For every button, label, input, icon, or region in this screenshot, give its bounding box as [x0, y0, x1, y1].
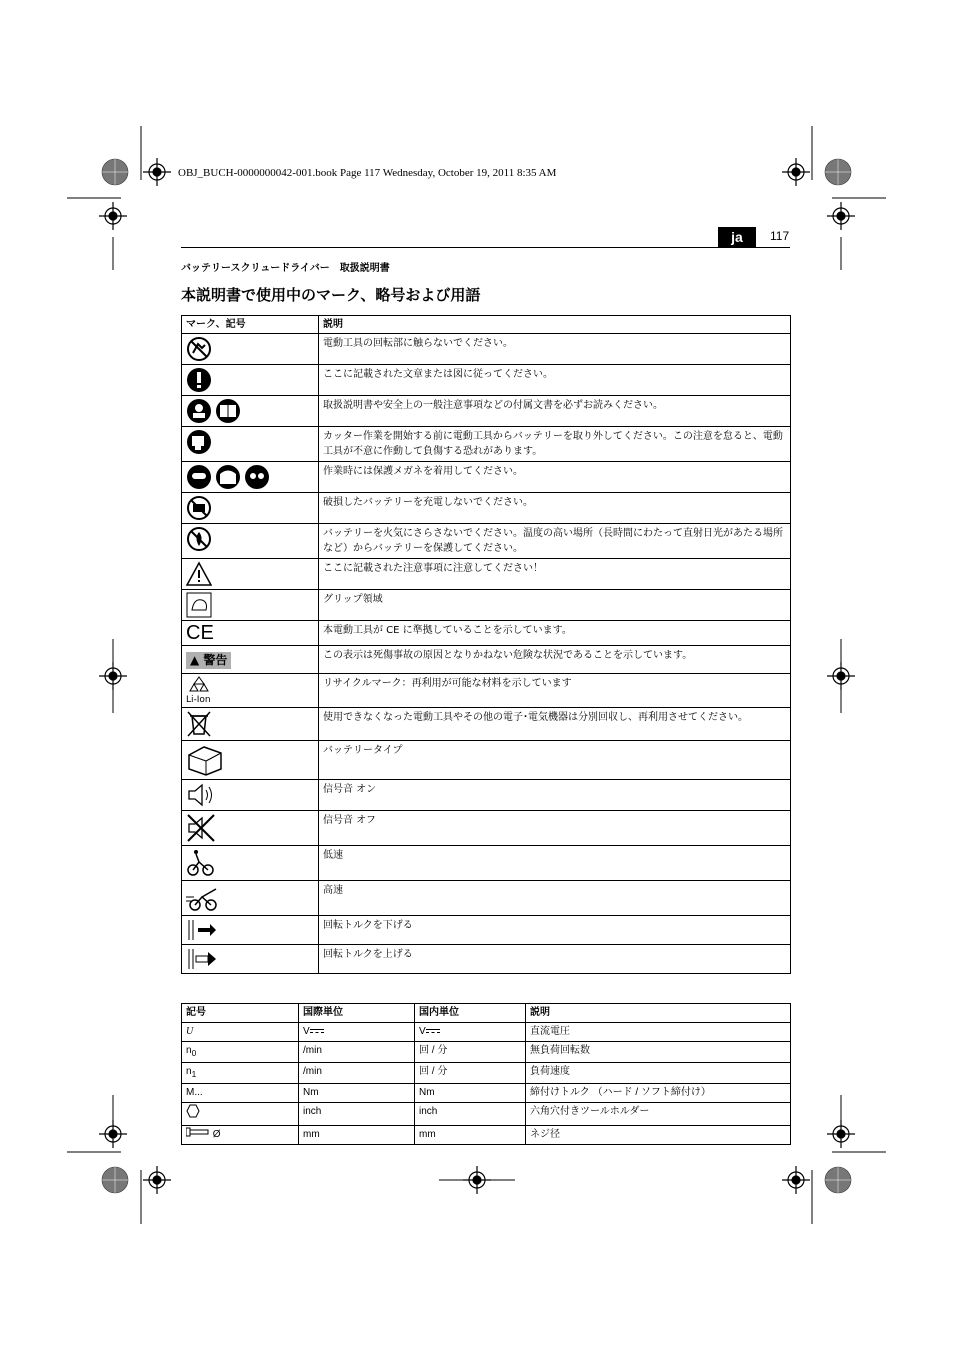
unit-si: V — [303, 1026, 310, 1037]
doc-subtitle: バッテリースクリュードライバー 取扱説明書 — [181, 263, 390, 274]
warning-triangle-icon — [186, 561, 212, 587]
unit-desc: 直流電圧 — [526, 1023, 791, 1042]
unit-symbol: $n_1$ — [182, 1063, 299, 1084]
units-header-domestic: 国内単位 — [415, 1004, 526, 1023]
torque-up-icon — [186, 947, 218, 971]
symbol-desc: バッテリーを火気にさらさないでください。温度の高い場所（長時間にわたって直射日光があたる場所など）からバッテリーを保護してください。 — [319, 524, 791, 559]
recycle-li-ion-icon — [186, 676, 212, 705]
unit-desc: 無負荷回転数 — [526, 1042, 791, 1063]
unit-symbol: Ø — [212, 1129, 221, 1140]
unit-si: Nm — [299, 1084, 415, 1103]
torque-down-icon — [186, 918, 218, 942]
unit-domestic: mm — [415, 1126, 526, 1145]
no-touch-rotating-parts-icon — [186, 336, 212, 362]
crossed-bin-icon — [186, 710, 212, 738]
unit-si: inch — [299, 1103, 415, 1126]
symbol-desc: 電動工具の回転部に触らないでください。 — [319, 334, 791, 365]
col-mark-header: マーク、記号 — [182, 316, 319, 334]
symbol-desc: 回転トルクを下げる — [319, 916, 791, 945]
unit-symbol: U — [186, 1026, 194, 1037]
unit-si: mm — [299, 1126, 415, 1145]
unit-symbol: M... — [182, 1084, 299, 1103]
high-speed-icon — [186, 883, 222, 913]
units-header-symbol: 記号 — [182, 1004, 299, 1023]
page-number: 117 — [770, 229, 790, 243]
symbol-desc: 回転トルクを上げる — [319, 945, 791, 974]
sound-off-icon — [186, 813, 216, 843]
remove-battery-icon — [186, 429, 212, 455]
screw-icon — [186, 1127, 210, 1137]
unit-domestic: Nm — [415, 1084, 526, 1103]
symbol-desc: バッテリータイプ — [319, 741, 791, 780]
symbol-desc: 取扱説明書や安全上の一般注意事項などの付属文書を必ずお読みください。 — [319, 396, 791, 427]
symbol-desc: 高速 — [319, 881, 791, 916]
unit-symbol: $n_0$ — [182, 1042, 299, 1063]
symbol-desc: 低速 — [319, 846, 791, 881]
print-info-line: OBJ_BUCH-0000000042-001.book Page 117 Wednesday, October 19, 2011 8:35 AM — [178, 167, 557, 179]
li-ion-label: Li-Ion — [186, 695, 211, 705]
symbol-desc: リサイクルマーク：再利用が可能な材料を示しています — [319, 674, 791, 708]
warning-badge-icon: ▲ 警告 — [186, 652, 231, 669]
read-manual-icon — [186, 398, 242, 424]
symbol-desc: 信号音 オン — [319, 780, 791, 811]
protective-goggles-icon — [186, 464, 270, 490]
ce-mark-icon: CE — [186, 622, 214, 644]
no-fire-battery-icon — [186, 526, 212, 552]
symbol-desc: 信号音 オフ — [319, 811, 791, 846]
unit-si: /min — [299, 1063, 415, 1084]
unit-domestic: inch — [415, 1103, 526, 1126]
unit-desc: 締付けトルク （ハード / ソフト締付け） — [526, 1084, 791, 1103]
units-header-desc: 説明 — [526, 1004, 791, 1023]
header-rule — [181, 247, 790, 248]
symbol-desc: 使用できなくなった電動工具やその他の電子･電気機器は分別回収し、再利用させてください。 — [319, 708, 791, 741]
units-header-si: 国際単位 — [299, 1004, 415, 1023]
symbol-desc: グリップ領域 — [319, 590, 791, 621]
exclamation-icon — [186, 367, 212, 393]
symbols-table — [181, 315, 791, 974]
unit-domestic: 回 / 分 — [415, 1042, 526, 1063]
symbol-desc: 破損したバッテリーを充電しないでください。 — [319, 493, 791, 524]
symbol-desc: 作業時には保護メガネを着用してください。 — [319, 462, 791, 493]
warning-badge-label: 警告 — [203, 653, 228, 667]
symbol-desc: カッター作業を開始する前に電動工具からバッテリーを取り外してください。この注意を怠ると、電動工具が不意に作動して負傷する恐れがあります。 — [319, 427, 791, 462]
grip-area-icon — [186, 592, 212, 618]
symbol-desc: この表示は死傷事故の原因となりかねない危険な状況であることを示しています。 — [319, 646, 791, 674]
unit-domestic: 回 / 分 — [415, 1063, 526, 1084]
unit-domestic: V — [419, 1026, 426, 1037]
unit-si: /min — [299, 1042, 415, 1063]
dc-symbol-icon — [426, 1029, 440, 1033]
symbol-desc: ここに記載された注意事項に注意してください！ — [319, 559, 791, 590]
symbol-desc: ここに記載された文章または図に従ってください。 — [319, 365, 791, 396]
no-charge-damaged-battery-icon — [186, 495, 212, 521]
unit-desc: ネジ径 — [526, 1126, 791, 1145]
sound-on-icon — [186, 782, 216, 808]
hex-socket-icon — [186, 1104, 200, 1118]
section-title: 本説明書で使用中のマーク、略号および用語 — [181, 286, 481, 304]
low-speed-icon — [186, 848, 216, 878]
units-table — [181, 1003, 791, 1145]
unit-desc: 負荷速度 — [526, 1063, 791, 1084]
language-tab: ja — [718, 227, 756, 247]
battery-type-icon — [186, 743, 224, 777]
unit-desc: 六角穴付きツールホルダー — [526, 1103, 791, 1126]
dc-symbol-icon — [310, 1029, 324, 1033]
symbol-desc: 本電動工具が CE に準拠していることを示しています。 — [319, 621, 791, 646]
col-desc-header: 説明 — [319, 316, 791, 334]
